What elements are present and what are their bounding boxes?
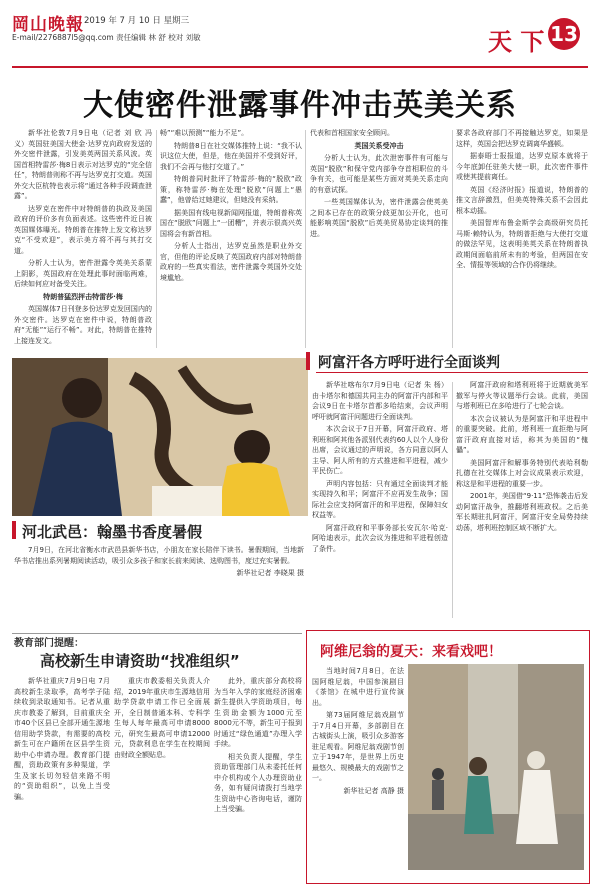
paragraph: 新华社喀布尔7月9日电（记者 朱 杨）由卡塔尔和德国共同主办的阿富汗内部和平会议9日在卡塔尔首都多哈结束，会议声明呼吁就阿富汗问题进行全面谈判。 xyxy=(312,381,448,421)
masthead-rule xyxy=(12,66,588,68)
story3-column-2 xyxy=(114,676,210,882)
main-headline: 大使密件泄露事件冲击英美关系 xyxy=(83,88,517,123)
photo-credit: 新华社记者 高静 摄 xyxy=(343,786,404,795)
paragraph: 英国媒体7日刊登多份达罗克发回国内的外交密件。达罗克在密件中说，特朗普政府“无能”“运行不畅”。对此，特朗普在推特上接连发文。 xyxy=(14,305,152,345)
paragraph: 一些英国媒体认为，密件泄露会使英美之间本已存在的政策分歧更加公开化，也可能影响英国“脱欧”后英美贸易协定谈判的推进。 xyxy=(310,198,448,238)
caption-accent-bar xyxy=(12,521,16,539)
caption-text: 7月9日，在河北省衡水市武邑县新华书店，小朋友在家长陪伴下读书。暑假期间，当地新华书店推出系列暑期阅读活动，吸引众多孩子和家长前来阅读、选购图书，度过充实暑假。 xyxy=(14,546,304,565)
street-photo-graphic xyxy=(408,664,584,870)
story2-rule xyxy=(316,372,588,373)
paragraph: 当地时间7月8日，在法国阿维尼翁，中国参演剧目《茶馆》在城中进行宣传演出。 xyxy=(312,667,404,707)
paragraph: 第73届阿维尼翁戏剧节于7月4日开幕，多部剧目在古城街头上演，吸引众多游客驻足观看。阿维尼翁戏剧节创立于1947年，是世界上历史最悠久、规模最大的戏剧节之一。 xyxy=(312,711,404,782)
story3-kicker: 教育部门提醒： xyxy=(14,638,84,649)
paragraph: 美国阿富汗和解事务特别代表哈利勒扎德在社交媒体上对会议成果表示欢迎，称这是和平进程的重要一步。 xyxy=(456,458,588,488)
column-divider xyxy=(156,130,157,348)
column-divider xyxy=(452,130,453,348)
newspaper-logo: 岡山晚報 xyxy=(12,15,84,35)
paragraph: 本次会议被认为是阿富汗和平进程中的重要突破。此前，塔利班一直拒绝与阿富汗政府直接对话，称其为美国的“傀儡”。 xyxy=(456,414,588,454)
paragraph: 美国智库布鲁金斯学会高级研究员托马斯·赖特认为，特朗普拒绝与大使打交道的做法罕见，这表明美英关系在特朗普执政期间面临前所未有的考验，但两国在安全、情报等领域的合作仍将继续。 xyxy=(456,219,588,269)
paragraph: 阿富汗政府和塔利班将于近期就美军撤军与停火等议题举行会谈。此前，美国与塔利班已在多哈进行了七轮会谈。 xyxy=(456,381,588,410)
paragraph: 达罗克在密件中对特朗普的执政及美国政府的评价多有负面表述。这些密件近日被英国媒体曝光。特朗普在推特上发文称达罗克“不受欢迎”，表示美方将不再与其打交道。 xyxy=(14,204,152,255)
paragraph: 相关负责人提醒，学生资助管理部门从未委托任何中介机构或个人办理资助业务，如有疑问请拨打当地学生资助中心咨询电话，谨防上当受骗。 xyxy=(214,752,302,813)
paragraph: 分析人士指出，达罗克虽然是职业外交官，但他的评论反映了英国政府内部对特朗普政府的一些真实看法，密件泄露令英国外交处境尴尬。 xyxy=(160,242,302,282)
paragraph: 本次会议于7日开幕，阿富汗政府、塔利班和阿其他各派别代表约60人以个人身份出席，会议通过的声明说，各方同意以阿人主导、阿人所有的方式推进和平进程，减少平民伤亡。 xyxy=(312,425,448,475)
photo-caption-title: 河北武邑：翰墨书香度暑假 xyxy=(22,523,203,541)
photo-credit: 新华社记者 李晓果 摄 xyxy=(236,569,304,577)
story1-column-2 xyxy=(160,128,302,350)
paragraph: 据泰晤士报报道，达罗克原本就将于今年底卸任驻美大使一职，此次密件事件或使其提前离任。 xyxy=(456,152,588,181)
paragraph: 英国《经济时报》报道说，特朗普的推文言辞激烈，但美英特殊关系不会因此根本动摇。 xyxy=(456,185,588,215)
story1-column-3 xyxy=(310,128,448,350)
photo-caption xyxy=(14,545,304,605)
column-divider xyxy=(452,382,453,618)
paragraph: 阿富汗政府和平事务部长安瓦尔·哈克·阿哈迪表示，此次会议为推进和平进程创造了条件。 xyxy=(312,523,448,553)
paragraph: 据美国有线电视新闻网报道，特朗普称英国在“脱欧”问题上“一团糟”，并表示很高兴英国将会有新首相。 xyxy=(160,208,302,238)
page-number-badge: 13 xyxy=(548,18,580,50)
section-name: 天 下 xyxy=(488,27,545,56)
story4-headline: 阿维尼翁的夏天：来看戏吧！ xyxy=(320,644,502,660)
story2-column-2 xyxy=(456,380,588,620)
story2-column-1 xyxy=(312,380,448,620)
paragraph: 新华社重庆7月9日电 7月高校新生录取季，高考学子陆续收到录取通知书。记者从重庆市教委了解到，目前重庆全市40个区县已全部开通生源地信用助学贷款，有需要的高校新生可在户籍所在区县学生资助中心申请办理。教育部门提醒，资助政策有多种渠道，学生及家长切勿轻信来路不明的“资助组织”，以免上当受骗。 xyxy=(14,677,110,801)
paragraph: 畅”“难以预测”“能力不足”。 xyxy=(160,129,249,137)
bookstore-photo-graphic xyxy=(12,358,308,516)
story3-column-1 xyxy=(14,676,110,882)
paragraph: 重庆市教委相关负责人介绍，2019年重庆市生源地信用助学贷款申请工作已全面展开，全日制普通本科、专科学生每人每年最高可申请8000元，研究生最高可申请12000元，贷款利息在学生在校期间由财政全额贴息。 xyxy=(114,677,210,759)
paragraph: 分析人士认为，密件泄露令英美关系蒙上阴影，英国政府在处理此事时面临两难，后续如何应对备受关注。 xyxy=(14,259,152,288)
subheading: 英国关系受冲击 xyxy=(354,141,404,150)
paragraph: 要求各政府部门不再接触达罗克，如果是这样，英国会把达罗克调离华盛顿。 xyxy=(456,129,588,148)
street-performance-photo xyxy=(408,664,584,870)
paragraph: 特朗普8日在社交媒体推特上说：“我不认识这位大使，但是，他在美国并不受到好评，我们不会再与他打交道了。” xyxy=(160,141,302,171)
story2-accent-bar xyxy=(306,352,310,370)
story1-column-4 xyxy=(456,128,588,350)
contact-line: E-mail/2276887l5@qq.com 责任编辑 林 舒 校对 刘敏 xyxy=(12,33,201,42)
issue-date: 2019 年 7 月 10 日 星期三 xyxy=(84,16,190,26)
story3-headline: 高校新生申请资助“找准组织” xyxy=(40,652,240,670)
column-divider xyxy=(305,130,306,348)
paragraph: 代表和首相国家安全顾问。 xyxy=(310,129,394,137)
paragraph: 此外，重庆部分高校将为当年入学的家庭经济困难新生提供入学资助项目，每生资助金额为1000元至8000元不等，新生可于报到时通过“绿色通道”办理入学手续。 xyxy=(214,677,302,748)
paragraph: 分析人士认为，此次泄密事件有可能与英国“脱欧”和保守党内部争夺首相职位的斗争有关，也可能是某些方面对英美关系走向的有意试探。 xyxy=(310,154,448,194)
paragraph: 特朗普同时批评了特雷莎·梅的“脱欧”政策，称特雷莎·梅在处理“脱欧”问题上“愚蠢”，他曾给过她建议，但她没有采纳。 xyxy=(160,175,302,204)
paragraph: 新华社伦敦7月9日电（记者 刘 欣 冯 义）英国驻美国大使金·达罗克向政府发送的外交密件泄露，引发美英两国关系风波。英国首相特雷莎·梅8日表示对达罗克的“完全信任”，特朗普则称不再与达罗克打交道。英国外交大臣杭特也表示将“通过各种手段调查泄露”。 xyxy=(14,129,152,200)
story4-text xyxy=(312,666,404,876)
subheading: 特朗普猛烈抨击特雷莎·梅 xyxy=(43,292,123,301)
story1-column-1 xyxy=(14,128,152,350)
bookstore-photo xyxy=(12,358,308,516)
masthead xyxy=(0,0,600,74)
paragraph: 声明内容包括：只有通过全面谈判才能实现持久和平；阿富汗不应再发生战争；国际社会应支持阿富汗的和平进程，保障妇女权益等。 xyxy=(312,479,448,519)
paragraph: 2001年，美国借“9·11”恐怖袭击后发动阿富汗战争，推翻塔利班政权。之后美军长期驻扎阿富汗，阿富汗安全局势持续动荡，塔利班控制区域不断扩大。 xyxy=(456,492,588,532)
story3-column-3 xyxy=(214,676,302,882)
story2-headline: 阿富汗各方呼吁进行全面谈判 xyxy=(318,355,500,371)
